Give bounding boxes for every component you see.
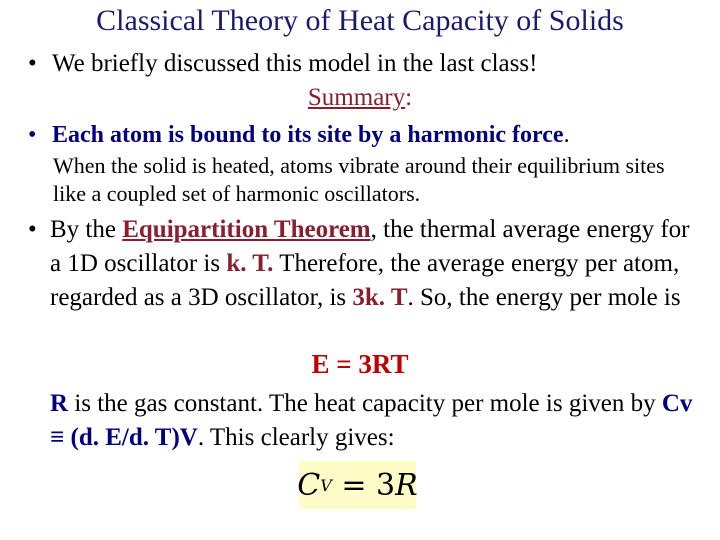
bullet-dot: •: [28, 50, 37, 77]
bullet-3-part-2: , the thermal average energy for a 1D oscillator is: [50, 216, 690, 277]
cv-subscript: V: [320, 475, 332, 495]
equipartition-term: Equipartition Theorem: [122, 216, 371, 243]
energy-formula: E = 3RT: [311, 349, 409, 379]
kt-value-1: k. T.: [226, 250, 274, 277]
cv-equals: = 3: [331, 467, 396, 503]
bullet-3-part-1: By the: [50, 216, 123, 243]
cv-rhs: R: [395, 467, 418, 503]
bullet-2: [28, 118, 708, 152]
bullet-3-part-3: Therefore, the average energy per atom, regarded as a 3D oscillator, is: [50, 250, 680, 311]
bullet-3-part-4: . So, the energy per mole is: [407, 284, 681, 311]
kt-value-2: 3k. T: [352, 284, 408, 311]
para2-part-1: is the gas constant. The heat capacity per mole is given by: [68, 390, 662, 417]
heat-capacity-paragraph: [50, 387, 710, 455]
sub-bullet-text: When the solid is heated, atoms vibrate around their equilibrium sites like a coupled set of harmonic oscillators.: [53, 153, 665, 206]
summary-word: Summary: [307, 84, 406, 111]
summary-colon: :: [405, 84, 413, 111]
summary-heading: [0, 84, 720, 112]
bullet-dot: •: [28, 122, 37, 148]
slide-title: Classical Theory of Heat Capacity of Solids: [96, 4, 624, 37]
cv-symbol: C: [297, 467, 321, 503]
gas-constant-symbol: R: [50, 390, 69, 417]
cv-formula-box: [299, 461, 416, 509]
bullet-2-end: .: [563, 122, 570, 148]
bullet-1-text: We briefly discussed this model in the last class!: [52, 50, 538, 77]
cv-definition: Cv ≡ (d. E/d. T)V: [50, 390, 693, 451]
bullet-1: [28, 47, 708, 81]
bullet-2-bold-text: Each atom is bound to its site by a harmonic force: [52, 122, 564, 148]
bullet-3: [28, 213, 700, 315]
bullet-dot: •: [28, 216, 37, 243]
para2-part-2: . This clearly gives:: [197, 424, 395, 451]
